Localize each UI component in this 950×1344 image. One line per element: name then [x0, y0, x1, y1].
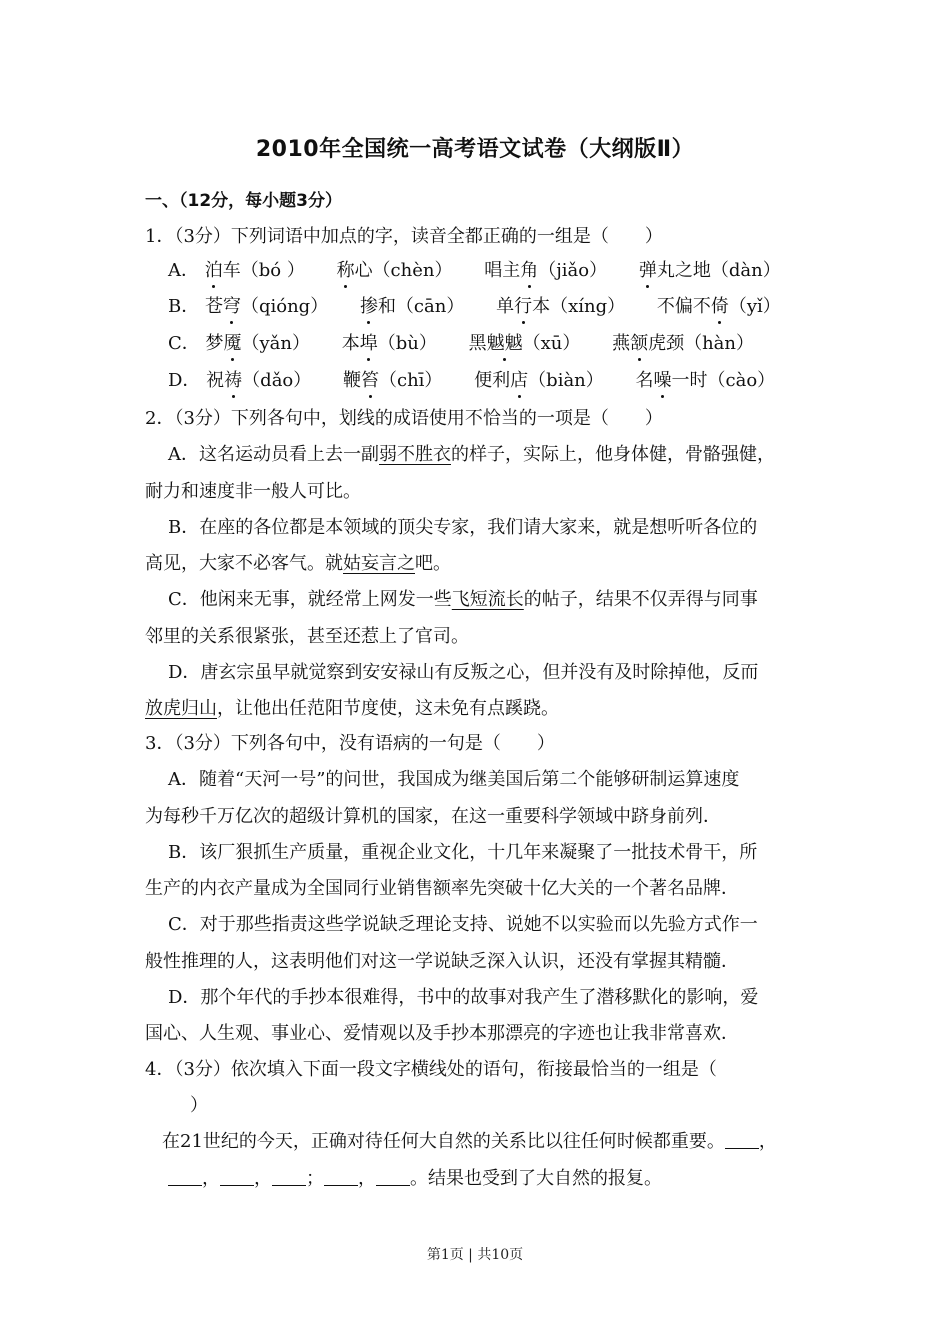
question-4-stem: 4．（3分）依次填入下面一段文字横线处的语句，衔接最恰当的一组是（: [145, 1059, 717, 1080]
option-label: B．: [168, 296, 200, 317]
q1-option-c: [168, 332, 780, 356]
q1-b-item: 掺和（cān）: [359, 296, 465, 317]
page-title: 2010年全国统一高考语文试卷（大纲版Ⅱ）: [255, 137, 695, 162]
q1-a-item: 泊车（bó ）: [204, 260, 305, 281]
option-label: C．: [168, 333, 200, 354]
q2-option-a-line1: A．这名运动员看上去一副弱不胜衣的样子，实际上，他身体健，骨骼强健，: [168, 444, 775, 465]
q1-b-item: 单行本（xíng）: [496, 296, 626, 317]
underlined-idiom: 飞短流长: [451, 589, 524, 610]
option-label: D．: [168, 370, 201, 391]
question-3-stem: 3．（3分）下列各句中，没有语病的一句是（ ）: [145, 733, 555, 754]
q2-option-d-line2: 放虎归山，让他出任范阳节度使，这未免有点蹊跷。: [145, 698, 559, 719]
q4-passage-line2: ， ， ； ， 。结果也受到了大自然的报复。: [168, 1167, 662, 1191]
q2-option-a-line2: 耐力和速度非一般人可比。: [145, 481, 361, 502]
q3-option-a-line1: A．随着“天河一号”的问世，我国成为继美国后第二个能够研制运算速度: [168, 769, 740, 790]
q1-d-item: 便利店（biàn）: [474, 370, 604, 391]
q2-option-b-line2: 高见，大家不必客气。就姑妄言之吧。: [145, 553, 451, 574]
q1-a-item: 称心（chèn）: [336, 260, 453, 281]
q1-c-item: 黑魆魆（xū）: [468, 333, 581, 354]
q2-option-c-line1: C．他闲来无事，就经常上网发一些飞短流长的帖子，结果不仅弄得与同事: [168, 589, 758, 610]
answer-blank: [272, 1167, 306, 1186]
q3-option-c-line1: C．对于那些指责这些学说缺乏理论支持、说她不以实验而以先验方式作一: [168, 914, 758, 935]
q3-option-b-line1: B．该厂狠抓生产质量，重视企业文化，十几年来凝聚了一批技术骨干，所: [168, 842, 758, 863]
question-1-stem: 1．（3分）下列词语中加点的字，读音全都正确的一组是（ ）: [145, 226, 663, 247]
underlined-idiom: 弱不胜衣: [379, 444, 451, 465]
q3-option-c-line2: 般性推理的人，这表明他们对这一学说缺乏深入认识，还没有掌握其精髓．: [145, 951, 739, 972]
option-label: A．: [168, 260, 199, 281]
section-heading: 一、（12分，每小题3分）: [145, 191, 342, 211]
q2-option-b-line1: B．在座的各位都是本领域的顶尖专家，我们请大家来，就是想听听各位的: [168, 517, 758, 538]
q3-option-b-line2: 生产的内衣产量成为全国同行业销售额率先突破十亿大关的一个著名品牌．: [145, 878, 739, 899]
q1-option-b: [168, 295, 807, 319]
answer-blank: [725, 1130, 759, 1149]
q1-option-d: [168, 369, 801, 393]
q1-c-item: 本埠（bù）: [341, 333, 437, 354]
question-4-stem-end: ）: [190, 1095, 208, 1116]
q2-option-c-line2: 邻里的关系很紧张，甚至还惹上了官司。: [145, 626, 469, 647]
q1-d-item: 鞭笞（chī）: [343, 370, 443, 391]
q3-option-d-line1: D．那个年代的手抄本很难得，书中的故事对我产生了潜移默化的影响，爱: [168, 987, 759, 1008]
q2-option-d-line1: D．唐玄宗虽早就觉察到安安禄山有反叛之心，但并没有及时除掉他，反而: [168, 662, 759, 683]
q1-b-item: 不偏不倚（yǐ）: [656, 296, 781, 317]
answer-blank: [168, 1167, 202, 1186]
q1-c-item: 燕颔虎颈（hàn）: [612, 333, 755, 354]
underlined-idiom: 姑妄言之: [343, 553, 415, 574]
q1-d-item: 名噪一时（cào）: [635, 370, 776, 391]
q1-a-item: 弹丸之地（dàn）: [638, 260, 781, 281]
answer-blank: [220, 1167, 254, 1186]
answer-blank: [324, 1167, 358, 1186]
q1-d-item: 祝祷（dǎo）: [206, 370, 312, 391]
q3-option-a-line2: 为每秒千万亿次的超级计算机的国家，在这一重要科学领域中跻身前列．: [145, 806, 721, 827]
underlined-idiom: 放虎归山: [145, 698, 217, 719]
q1-option-a: [168, 259, 807, 283]
q1-a-item: 唱主角（jiǎo）: [484, 260, 608, 281]
q1-c-item: 梦魇（yǎn）: [205, 333, 311, 354]
question-2-stem: 2．（3分）下列各句中，划线的成语使用不恰当的一项是（ ）: [145, 408, 663, 429]
page-footer: 第1页 | 共10页: [426, 1247, 524, 1263]
q3-option-d-line2: 国心、人生观、事业心、爱情观以及手抄本那漂亮的字迹也让我非常喜欢．: [145, 1023, 739, 1044]
q4-passage-line1: 在21世纪的今天，正确对待任何大自然的关系比以往任何时候都重要。 ，: [162, 1131, 777, 1152]
q1-b-item: 苍穹（qióng）: [204, 296, 329, 317]
answer-blank: [376, 1167, 410, 1186]
